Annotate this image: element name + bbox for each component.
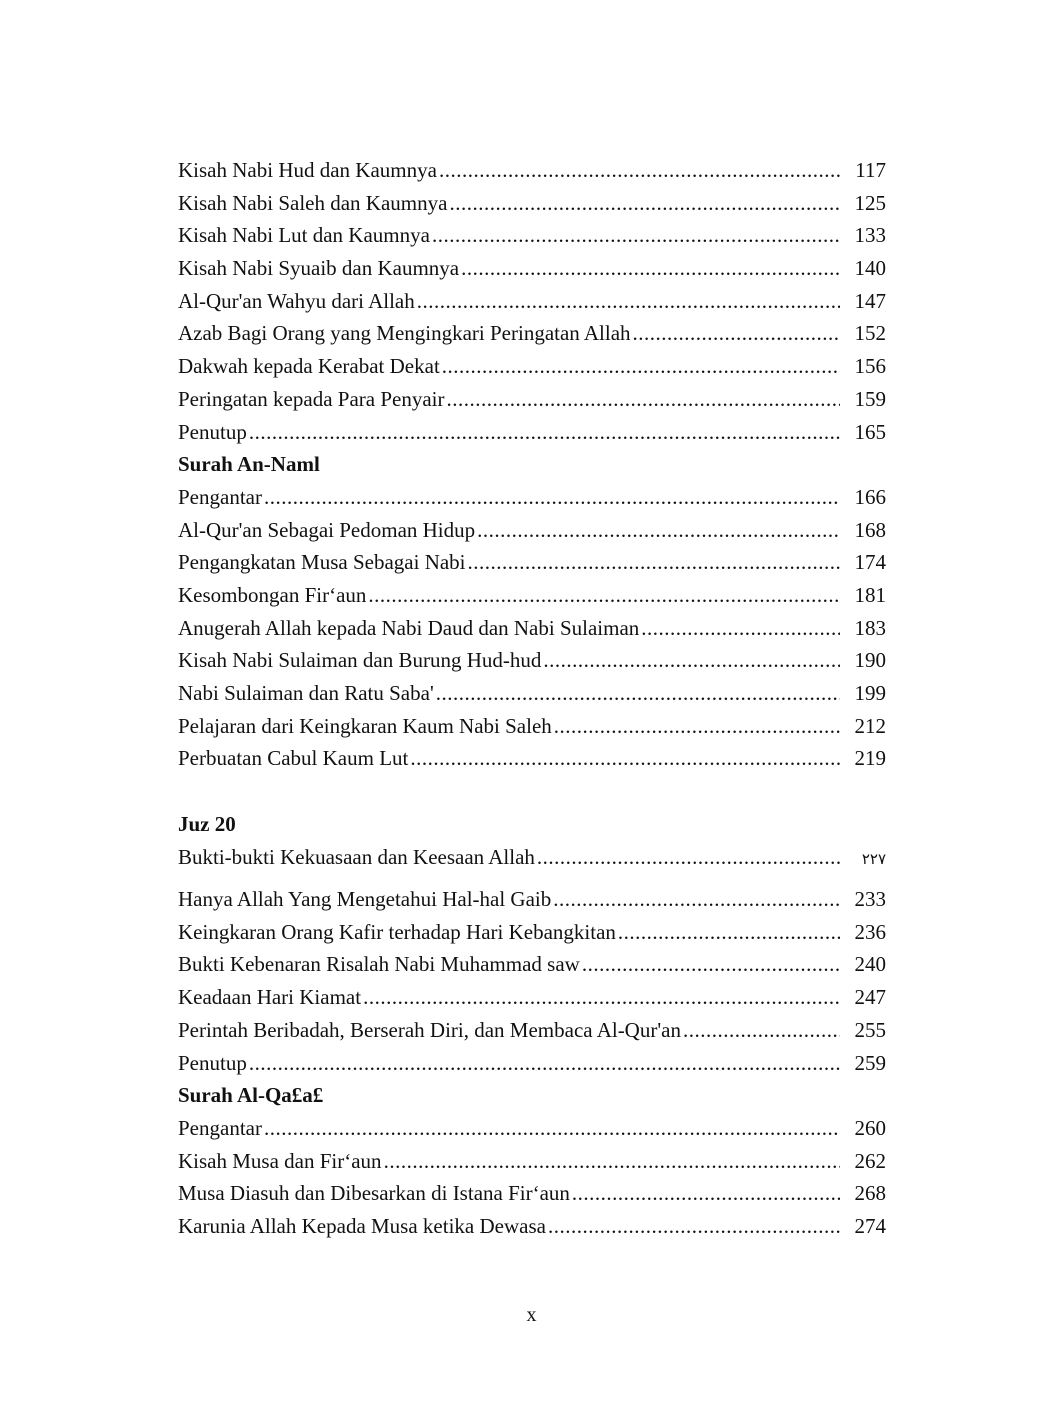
- toc-entry-page: 274: [854, 1213, 886, 1238]
- toc-entry-title: Anugerah Allah kepada Nabi Daud dan Nabi Sulaiman: [178, 615, 640, 640]
- dot-leader: [384, 1145, 840, 1178]
- dot-leader: [641, 612, 840, 645]
- toc-entry-title: Kesombongan Fir‘aun: [178, 582, 367, 607]
- dot-leader: [633, 317, 840, 350]
- toc-entry[interactable]: [178, 841, 886, 883]
- toc-entry-title: Perintah Beribadah, Berserah Diri, dan Membaca Al-Qur'an: [178, 1017, 681, 1042]
- dot-leader: [264, 1112, 840, 1145]
- toc-entry[interactable]: [178, 154, 886, 187]
- toc-entry-title: Dakwah kepada Kerabat Dekat: [178, 354, 440, 379]
- toc-entry-title: Bukti-bukti Kekuasaan dan Keesaan Allah: [178, 845, 535, 870]
- toc-entry-title: Kisah Nabi Lut dan Kaumnya: [178, 223, 430, 248]
- toc-entry-page: 133: [854, 223, 886, 248]
- dot-leader: [554, 710, 840, 743]
- toc-entry-title: Kisah Nabi Hud dan Kaumnya: [178, 158, 437, 182]
- toc-entry-page: 190: [854, 648, 886, 673]
- page-number: x: [526, 1304, 537, 1326]
- toc-entry[interactable]: [178, 644, 886, 677]
- toc-entry-title: Keadaan Hari Kiamat: [178, 985, 362, 1010]
- toc-entry-page: ٢٢٧: [861, 850, 886, 869]
- toc-entry-title: Bukti Kebenaran Risalah Nabi Muhammad saw: [178, 952, 580, 977]
- section-heading: Surah An-Naml: [178, 452, 320, 477]
- toc-entry[interactable]: [178, 416, 886, 449]
- dot-leader: [449, 187, 840, 220]
- dot-leader: [618, 916, 840, 949]
- toc-entry-title: Keingkaran Orang Kafir terhadap Hari Kebangkitan: [178, 919, 616, 944]
- toc-entry-page: 165: [854, 419, 886, 444]
- dot-leader: [537, 841, 840, 873]
- toc-entry-title: Al-Qur'an Sebagai Pedoman Hidup: [178, 517, 476, 542]
- toc-entry-title: Peringatan kepada Para Penyair: [178, 386, 445, 411]
- dot-leader: [442, 350, 840, 383]
- dot-leader: [249, 1047, 840, 1080]
- dot-leader: [548, 1210, 840, 1243]
- toc-entry-title: Musa Diasuh dan Dibesarkan di Istana Fir‘aun: [178, 1181, 570, 1206]
- toc-entry[interactable]: [178, 710, 886, 743]
- toc-entry-page: 156: [854, 354, 886, 379]
- dot-leader: [582, 948, 840, 981]
- toc-entry-page: 199: [854, 681, 886, 705]
- toc-entry-page: 140: [854, 256, 886, 281]
- section-heading: Surah Al-Qa£a£: [178, 1083, 324, 1108]
- toc-entry-page: 147: [854, 288, 886, 313]
- dot-leader: [436, 677, 840, 710]
- toc-entry-page: 233: [854, 887, 886, 912]
- toc-entry-page: 260: [854, 1115, 886, 1140]
- toc-entry[interactable]: [178, 481, 886, 514]
- toc-entry[interactable]: [178, 1014, 886, 1047]
- dot-leader: [553, 883, 840, 916]
- table-of-contents: [178, 154, 886, 1243]
- toc-entry[interactable]: [178, 1145, 886, 1178]
- toc-entry[interactable]: [178, 546, 886, 579]
- juz-heading: Juz 20: [178, 812, 236, 837]
- toc-entry-title: Kisah Musa dan Fir‘aun: [178, 1148, 382, 1173]
- toc-entry-page: 259: [854, 1050, 886, 1075]
- toc-entry[interactable]: [178, 383, 886, 416]
- dot-leader: [363, 981, 840, 1014]
- dot-leader: [417, 285, 840, 318]
- toc-entry-page: 152: [854, 321, 886, 346]
- toc-entry-title: Kisah Nabi Saleh dan Kaumnya: [178, 190, 448, 215]
- toc-entry-page: 262: [854, 1148, 886, 1173]
- dot-leader: [461, 252, 840, 285]
- toc-entry[interactable]: [178, 916, 886, 949]
- toc-entry-page: 117: [855, 158, 886, 182]
- toc-entry-title: Pengangkatan Musa Sebagai Nabi: [178, 550, 466, 575]
- toc-entry[interactable]: [178, 252, 886, 285]
- toc-entry-page: 168: [854, 517, 886, 542]
- toc-entry[interactable]: [178, 1210, 886, 1243]
- dot-leader: [432, 219, 840, 252]
- toc-entry-title: Kisah Nabi Syuaib dan Kaumnya: [178, 256, 460, 281]
- dot-leader: [683, 1014, 840, 1047]
- toc-entry-title: Perbuatan Cabul Kaum Lut: [178, 746, 409, 771]
- toc-entry-title: Kisah Nabi Sulaiman dan Burung Hud-hud: [178, 648, 542, 673]
- toc-entry-title: Pengantar: [178, 1115, 262, 1140]
- dot-leader: [477, 514, 840, 547]
- dot-leader: [439, 154, 840, 187]
- toc-entry[interactable]: [178, 317, 886, 350]
- dot-leader: [410, 742, 840, 775]
- toc-entry-title: Hanya Allah Yang Mengetahui Hal-hal Gaib: [178, 887, 552, 912]
- toc-entry[interactable]: [178, 187, 886, 220]
- toc-entry-page: 183: [854, 615, 886, 640]
- toc-entry-page: 166: [854, 484, 886, 509]
- toc-entry-page: 240: [854, 952, 886, 977]
- dot-leader: [572, 1177, 840, 1210]
- toc-entry[interactable]: [178, 514, 886, 547]
- toc-entry-title: Pelajaran dari Keingkaran Kaum Nabi Saleh: [178, 713, 552, 738]
- toc-entry[interactable]: [178, 1177, 886, 1210]
- toc-entry-title: Karunia Allah Kepada Musa ketika Dewasa: [178, 1213, 546, 1238]
- toc-entry-page: 181: [854, 582, 886, 607]
- toc-entry[interactable]: [178, 677, 886, 710]
- toc-entry[interactable]: [178, 981, 886, 1014]
- toc-entry[interactable]: [178, 219, 886, 252]
- toc-entry-title: Nabi Sulaiman dan Ratu Saba': [178, 681, 434, 705]
- toc-entry-page: 219: [854, 746, 886, 771]
- dot-leader: [264, 481, 840, 514]
- toc-entry-page: 174: [854, 550, 886, 575]
- toc-entry[interactable]: [178, 1112, 886, 1145]
- toc-entry[interactable]: [178, 350, 886, 383]
- dot-leader: [543, 644, 840, 677]
- toc-entry-title: Pengantar: [178, 484, 262, 509]
- toc-entry-page: 268: [854, 1181, 886, 1206]
- toc-entry-page: 247: [854, 985, 886, 1010]
- toc-entry-page: 255: [854, 1017, 886, 1042]
- dot-leader: [368, 579, 840, 612]
- toc-entry[interactable]: [178, 579, 886, 612]
- dot-leader: [468, 546, 840, 579]
- toc-entry-title: Penutup: [178, 1050, 247, 1075]
- toc-entry-page: 159: [854, 386, 886, 411]
- toc-entry-title: Azab Bagi Orang yang Mengingkari Peringatan Allah: [178, 321, 631, 346]
- dot-leader: [249, 416, 840, 449]
- toc-entry-page: 212: [854, 713, 886, 738]
- toc-entry-title: Penutup: [178, 419, 247, 444]
- toc-entry-page: 125: [854, 190, 886, 215]
- toc-entry[interactable]: [178, 1047, 886, 1080]
- section-spacer: [178, 775, 886, 808]
- toc-entry-title: Al-Qur'an Wahyu dari Allah: [178, 288, 415, 313]
- toc-entry[interactable]: [178, 612, 886, 645]
- toc-entry[interactable]: [178, 285, 886, 318]
- toc-entry[interactable]: [178, 742, 886, 775]
- toc-entry[interactable]: [178, 948, 886, 981]
- dot-leader: [446, 383, 840, 416]
- toc-entry-page: 236: [854, 919, 886, 944]
- toc-entry[interactable]: [178, 883, 886, 916]
